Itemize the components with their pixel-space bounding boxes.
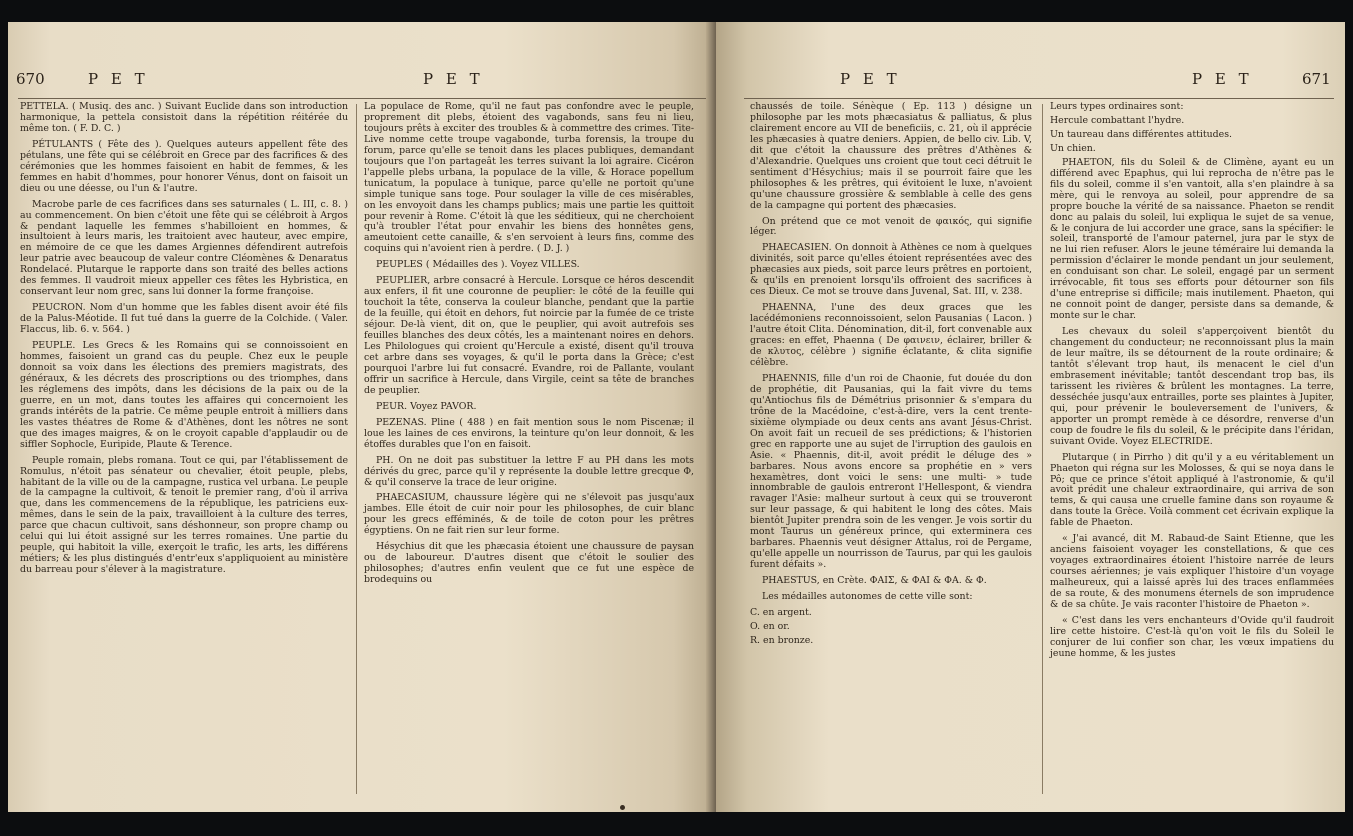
entry-ph: PH. On ne doit pas substituer la lettre F au PH dans les mots dérivés du grec, parce qu'il y représente la double lettre grecque Φ, & qu'il conserve la trace de leur origine. — [364, 454, 694, 488]
running-head: P E T — [1192, 70, 1253, 88]
list-item: Hercule combattant l'hydre. — [1050, 114, 1185, 126]
paragraph: La populace de Rome, qu'il ne faut pas confondre avec le peuple, proprement dit plebs, étoient des vagabonds, sans feu ni lieu, toujours prêts à exciter des troubles & à commettre des crimes. Tite-Live nomme cette troupe vagabonde, turba forensis, la troupe du forum, parce qu'elle se tenoit dans les places publiques, demandant toujours que l'on partageât les terres suivant la loi agraire. Cicéron l'appelle plebs urbana, la populace de la ville, & Horace popellum tunicatum, la populace à tunique, parce qu'elle ne portoit qu'une simple tunique sans toge. Pour soulager la ville de ces misérables, on les envoyoit dans les champs publics; mais une partie les quittoit pour revenir à Rome. C'étoit là que les séditieux, qui ne cherchoient qu'à troubler l'état pour envahir les biens des honnêtes gens, ameutoient cette canaille, & s'en servoient à leurs fins, comme des coquins qui n'avoient rien à perdre. ( D. J. ) — [364, 101, 694, 255]
paragraph: chaussés de toile. Sénèque ( Ep. 113 ) désigne un philosophe par les mots phæcasiatus & palliatus, & plus clairement encore au VII de beneficiis, c. 21, où il apprécie les phæcasies à quatre deniers. Appien, de bello civ. Lib. V, dit que c'étoit la chaussure des prêtres d'Athènes & d'Alexandrie. Quelques uns croient que tout ceci détruit le sentiment d'Hésychius; mais il se pourroit faire que les philosophes & les prêtres, qui évitoient le luxe, n'avoient qu'une chaussure grossière & semblable à celle des gens de la campagne qui portent des phæcasies. — [750, 101, 1032, 211]
ink-blot — [620, 805, 625, 810]
column-divider — [356, 104, 357, 794]
quotation: « J'ai avancé, dit M. Rabaud-de Saint Etienne, que les anciens faisoient voyager les constellations, & que ces voyages extraordinaires étoient l'histoire narrée de leurs courses aériennes; je vais expliquer l'histoire d'un voyage malheureux, qui a laissé après lui des traces enflammées de sa route, & des monumens éternels de son imprudence & de sa chûte. Je vais raconter l'histoire de Phaeton ». — [1050, 533, 1334, 610]
entry-peuples: PEUPLES ( Médailles des ). Voyez VILLES. — [376, 259, 580, 271]
text-column-1 — [20, 102, 348, 581]
paragraph: On prétend que ce mot venoit de φαικός, qui signifie léger. — [750, 215, 1032, 238]
entry-peuplier: PEUPLIER, arbre consacré à Hercule. Lorsque ce héros descendit aux enfers, il fit une couronne de peuplier: le côté de la feuille qui touchoit la tête, conserva la couleur blanche, pendant que la partie de la feuille, qui étoit en dehors, fut noircie par la fumée de ce triste séjour. De-là vient, dit on, que le peuplier, qui avoit autrefois ses feuilles blanches des deux côtés, les a maintenant noires en dehors. Les Philologues qui croient qu'Hercule a existé, disent qu'il trouva cet arbre dans ses voyages, & qu'il le porta dans la Grèce; c'est pourquoi l'arbre lui fut consacré. Evandre, roi de Pallante, voulant offrir un sacrifice à Hercule, dans Virgile, ceint sa tête de branches de peuplier. — [364, 275, 694, 396]
running-head: P E T — [423, 70, 484, 88]
running-head: P E T — [840, 70, 901, 88]
entry-phaecasien: PHAECASIEN. On donnoit à Athènes ce nom à quelques divinités, soit parce qu'elles étoient représentées avec des phæcasies aux pieds, soit parce leurs prêtres en portoient, & qu'ils en prenoient lorsqu'ils offroient des sacrifices à ces Dieux. Ce mot se trouve dans Juvenal, Sat. III, v. 238. — [750, 242, 1032, 298]
entry-phaeton: PHAETON, fils du Soleil & de Climène, ayant eu un différend avec Epaphus, qui lui reprocha de n'être pas le fils du soleil, comme il s'en vantoit, alla s'en plaindre à sa mère, qui le renvoya au soleil, pour apprendre de sa propre bouche la vérité de sa naissance. Phaeton se rendit donc au palais du soleil, lui expliqua le sujet de sa venue, & le conjura de lui accorder une grace, sans la spécifier: le soleil, transporté de l'amour paternel, jura par le styx de ne lui rien refuser. Alors le jeune téméraire lui demanda la permission d'éclairer le monde pendant un jour seulement, en conduisant son char. Le soleil, engagé par un serment irrévocable, fit tous ses efforts pour détourner son fils d'une entreprise si difficile; mais inutilement. Phaeton, qui ne connoit point de danger, persiste dans sa demande, & monte sur le char. — [1050, 156, 1334, 322]
page-number: 671 — [1302, 70, 1331, 88]
left-page — [8, 22, 716, 812]
entry-phaennis: PHAENNIS, fille d'un roi de Chaonie, fut douée du don de prophétie, dit Pausanias, qui la fait vivre du tems qu'Antiochus fils de Démétrius prisonnier & s'empara du trône de la Macédoine, c'est-à-dire, vers la cent trente-sixième olympiade ou deux cents ans avant Jésus-Christ. On avoit fait un recueil de ses prédictions; & l'historien grec en rapporte une au sujet de l'irruption des gaulois en Asie. « Phaennis, dit-il, avoit prédit le déluge des » barbares. Nous avons encore sa prophétie en » vers hexamètres, dont voici le sens: une multi- » tude innombrable de gaulois entreront l'Hellespont, & viendra ravager l'Asie: malheur surtout à ceux qui se trouveront sur leur passage, & qui habitent le long des côtes. Mais bientôt Jupiter prendra soin de les venger. Je vois sortir du mont Taurus un généreux prince, qui exterminera ces barbares. Phaennis veut désigner Attalus, roi de Pergame, qu'elle appelle un nourrisson de Taurus, par qui les gaulois furent défaits ». — [750, 372, 1032, 571]
paragraph: Peuple romain, plebs romana. Tout ce qui, par l'établissement de Romulus, n'étoit pas sénateur ou chevalier, étoit peuple, plebs, habitant de la ville ou de la campagne, rustica vel urbana. Le peuple de la campagne la cultivoit, & tenoit le premier rang, d'où il arriva que, dans les commencemens de la république, les patriciens eux-mêmes, dans le sein de la paix, travailloient à la culture des terres, parce que chacun cultivoit, sans déshonneur, son propre champ ou celui qui lui étoit assigné sur les terres romaines. Une partie du peuple, qui habitoit la ville, exerçoit le trafic, les arts, les différens métiers; & les plus distingués d'entr'eux s'appliquoient au ministère du barreau pour s'élever à la magistrature. — [20, 454, 348, 576]
quotation: « C'est dans les vers enchanteurs d'Ovide qu'il faudroit lire cette histoire. C'est-là qu'on voit le fils du Soleil le conjurer de lui confier son char, les vœux impatiens du jeune homme, & les justes — [1050, 614, 1334, 659]
column-divider — [1042, 104, 1043, 794]
list-item: R. en bronze. — [750, 634, 814, 646]
text-column-2 — [1050, 102, 1334, 665]
list-item: O. en or. — [750, 620, 790, 632]
entry-phaenna: PHAENNA, l'une des deux graces que les lacédémoniens reconnoissoient, selon Pausanias ( Lacon. ) l'autre étoit Clita. Dénomination, dit-il, fort convenable aux graces: en effet, Phaenna ( De φαινειν, éclairer, briller & de κλυτος, célèbre ) signifie éclatante, & clita signifie célèbre. — [750, 302, 1032, 368]
running-head: P E T — [88, 70, 149, 88]
text-column-1 — [750, 102, 1032, 650]
entry-phaecasium: PHAECASIUM, chaussure légère qui ne s'élevoit pas jusqu'aux jambes. Elle étoit de cuir noir pour les philosophes, de cuir blanc pour les grecs efféminés, & de toile de coton pour les prêtres égyptiens. On ne fait rien sur leur forme. — [364, 492, 694, 537]
list-item: Leurs types ordinaires sont: — [1050, 101, 1184, 112]
list-item: Un chien. — [1050, 142, 1096, 154]
entry-peucron: PEUCRON. Nom d'un homme que les fables disent avoir été fils de la Palus-Méotide. Il fut tué dans la guerre de la Colchide. ( Valer. Flaccus, lib. 6. v. 564. ) — [20, 302, 348, 336]
paragraph: Les médailles autonomes de cette ville sont: — [762, 591, 973, 603]
text-column-2 — [364, 102, 694, 591]
entry-peuple: PEUPLE. Les Grecs & les Romains qui se connoissoient en hommes, faisoient un grand cas du peuple. Chez eux le peuple donnoit sa voix dans les élections des premiers magistrats, des généraux, & les décrets des proscriptions ou des triomphes, dans les réglemens des impôts, dans les décisions de la paix ou de la guerre, en un mot, dans toutes les affaires qui concernoient les grands intérêts de la patrie. Ce même peuple entroit à milliers dans les vastes théatres de Rome & d'Athènes, dont les nôtres ne sont que des images maigres, & on le croyoit capable d'applaudir ou de siffler Sophocle, Euripide, Plaute & Terence. — [20, 340, 348, 450]
paragraph: Les chevaux du soleil s'apperçoivent bientôt du changement du conducteur; ne reconnoissant plus la main de leur maître, ils se détournent de la route ordinaire; & tantôt s'élevant trop haut, ils menacent le ciel d'un embrasement inévitable; tantôt descendant trop bas, ils tarissent les rivières & brûlent les montagnes. La terre, desséchée jusqu'aux entrailles, porte ses plaintes à Jupiter, qui, pour prévenir le bouleversement de l'univers, & apporter un prompt remède à ce désordre, renverse d'un coup de foudre le fils du soleil, & le précipite dans l'éridan, suivant Ovide. Voyez ELECTRIDE. — [1050, 326, 1334, 447]
header-rule — [744, 98, 1334, 99]
list-item: Un taureau dans différentes attitudes. — [1050, 128, 1233, 140]
page-number: 670 — [16, 70, 45, 88]
entry-phaestus: PHAESTUS, en Crète. ΦΑΙΣ, & ΦΑΙ & ΦΑ. & Φ. — [762, 575, 987, 587]
entry-pezenas: PEZENAS. Pline ( 488 ) en fait mention sous le nom Piscenæ; il loue les laines de ces environs, la teinture qu'on leur donnoit, & les étoffes durables que l'on en faisoit. — [364, 416, 694, 450]
header-rule — [18, 98, 708, 99]
paragraph: Macrobe parle de ces facrifices dans ses saturnales ( L. III, c. 8. ) au commencement. On bien c'étoit une fête qui se célébroit à Argos & pendant laquelle les femmes s'habilloient en hommes, & insultoient à leurs maris, les traitoient avec hauteur, avec empire, en mémoire de ce que les dames Argiennes défendirent autrefois leur patrie avec beaucoup de valeur contre Cléomènes & Denaratus Rondelacé. Plutarque le rapporte dans son traité des belles actions des femmes. Il vaudroit mieux appeller ces fêtes les Hybristica, en conservant leur nom grec, sans lui donner la forme françoise. — [20, 198, 348, 298]
paragraph: Plutarque ( in Pirrho ) dit qu'il y a eu véritablement un Phaeton qui régna sur les Molosses, & qui se noya dans le Pô; que ce prince s'étoit appliqué à l'astronomie, & qu'il avoit prédit une chaleur extraordinaire, qui arriva de son tems, & qui causa une cruelle famine dans son royaume & dans toute la Grèce. Voilà comment cet écrivain explique la fable de Phaeton. — [1050, 451, 1334, 529]
entry-pettela: PETTELA. ( Musiq. des anc. ) Suivant Euclide dans son introduction harmonique, la pettela consistoit dans la répétition réitérée du même ton. ( F. D. C. ) — [20, 101, 348, 134]
list-item: C. en argent. — [750, 606, 812, 618]
right-page — [716, 22, 1345, 812]
entry-petulants: PÉTULANTS ( Fête des ). Quelques auteurs appellent fête des pétulans, une fête qui se célébroit en Grece par des facrifices & des cérémonies que les hommes faisoient en habit de femmes, & les femmes en habit d'hommes, pour honorer Vénus, dont on faisoit un dieu ou une déesse, ou l'un & l'autre. — [20, 138, 348, 194]
paragraph: Hésychius dit que les phæcasia étoient une chaussure de paysan ou de laboureur. D'autres disent que c'étoit le soulier des philosophes; d'autres enfin veulent que ce fut une espèce de brodequins ou — [364, 541, 694, 586]
entry-peur: PEUR. Voyez PAVOR. — [376, 400, 477, 412]
